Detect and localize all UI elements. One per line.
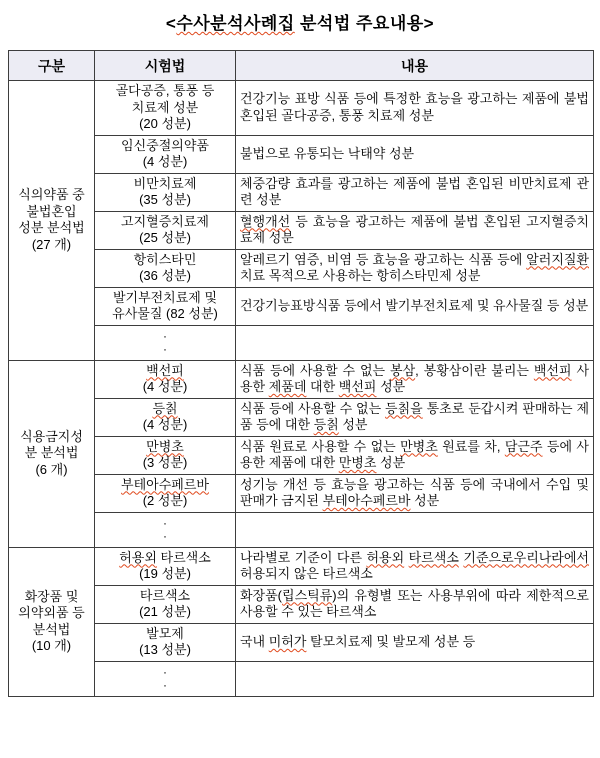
- method-line: [97, 363, 233, 380]
- method-line: [97, 626, 233, 643]
- text-segment: 건강기능 표방 식품 등에 특정한 효능을 광고하는 제품에 불법 혼입된 골다공증, 통풍 치료제 성분: [240, 91, 589, 123]
- content-cell-empty: [236, 512, 594, 547]
- header-category: 구분: [9, 51, 95, 81]
- text-segment: )의 유형별 또는 사용부위에 따라 제한적으로 사용할 수 있는 타르색소: [240, 587, 589, 619]
- table-row: [9, 211, 594, 249]
- category-line: (6 개): [35, 461, 68, 477]
- content-cell: [236, 398, 594, 436]
- ellipsis-cell: [95, 325, 236, 360]
- method-cell: [95, 585, 236, 623]
- content-cell-empty: [236, 661, 594, 696]
- table-row: [9, 512, 594, 547]
- ellipsis-dot: ·: [163, 341, 167, 356]
- text-segment: 체중감량 효과를 광고하는 제품에 불법 혼입된 비만치료제 관련 성분: [240, 175, 589, 207]
- ellipsis-dot: ·: [163, 328, 167, 343]
- text-segment: 치료제 성분: [131, 99, 199, 115]
- content-cell: [236, 360, 594, 398]
- text-segment: (36 성분): [139, 268, 191, 283]
- method-line: [97, 306, 233, 323]
- misspelled-word: 백선피: [533, 362, 572, 378]
- misspelled-word: 제품데: [268, 379, 307, 394]
- table-row: [9, 474, 594, 512]
- method-line: [97, 290, 233, 307]
- method-line: [97, 417, 233, 434]
- method-cell: [95, 135, 236, 173]
- content-cell: [236, 436, 594, 474]
- method-cell: [95, 436, 236, 474]
- text-segment: 임신중절의약품: [121, 137, 209, 153]
- content-cell: [236, 81, 594, 136]
- table-row: [9, 585, 594, 623]
- text-segment: , 봉황삼이란 불리는: [415, 362, 534, 378]
- misspelled-word: 만병초: [400, 438, 438, 454]
- text-segment: 건강기능표방식품 등에서 발기부전치료제 및 유사물질 등 성분: [240, 297, 589, 313]
- table-header-row: [9, 51, 594, 81]
- method-cell: [95, 211, 236, 249]
- category-line: 식의약품 중: [18, 187, 85, 203]
- category-line: 의약외품 등: [18, 605, 85, 620]
- misspelled-word: 허용외: [366, 549, 405, 565]
- content-cell: [236, 249, 594, 287]
- table-row: [9, 547, 594, 585]
- table-row: [9, 436, 594, 474]
- text-segment: (25 성분): [139, 230, 191, 245]
- misspelled-word: 혈행개선: [240, 213, 291, 229]
- method-line: [97, 252, 233, 269]
- text-segment: 허용되지 않은 타르색소: [240, 566, 373, 581]
- text-segment: (20 성분): [139, 116, 191, 131]
- text-segment: 식품 원료로 사용할 수 없는: [240, 438, 401, 454]
- text-segment: 식품 등에 사용할 수 없는: [240, 362, 391, 378]
- misspelled-word: 담근주: [504, 438, 543, 454]
- ellipsis-dot: ·: [163, 515, 167, 530]
- method-line: [97, 550, 233, 567]
- table-row: [9, 661, 594, 696]
- content-cell: [236, 585, 594, 623]
- text-segment: (4 성분): [142, 379, 188, 394]
- text-segment: <: [165, 14, 177, 33]
- misspelled-word: 타르색소: [408, 549, 459, 565]
- text-segment: (21 성분): [139, 604, 191, 619]
- header-test-method: 시험법: [95, 51, 236, 81]
- table-row: [9, 173, 594, 211]
- table-body: [9, 81, 594, 697]
- ellipsis-dot: ·: [163, 664, 167, 679]
- misspelled-word: 등칡: [152, 400, 178, 416]
- analysis-methods-table: [8, 50, 594, 697]
- misspelled-word: 미허가: [268, 633, 307, 649]
- text-segment: 식품 등에 사용할 수 없는: [240, 400, 386, 416]
- text-segment: 알레르기 염증, 비염 등 효능을 광고하는 식품 등에: [240, 251, 527, 267]
- content-cell: [236, 287, 594, 325]
- table-row: [9, 325, 594, 360]
- table-row: [9, 287, 594, 325]
- text-segment: 탈모치료제 및 발모제 성분 등: [306, 633, 476, 649]
- method-line: [97, 455, 233, 472]
- text-segment: (19 성분): [139, 566, 191, 581]
- text-segment: 항히스타민: [133, 251, 197, 267]
- text-segment: 통초로 둔갑시켜 판매하는 제품 등에 대한: [240, 400, 589, 432]
- text-segment: (13 성분): [139, 642, 191, 657]
- category-cell: [9, 547, 95, 696]
- method-line: [97, 138, 233, 155]
- method-cell: [95, 398, 236, 436]
- content-cell: [236, 547, 594, 585]
- method-line: [97, 268, 233, 285]
- method-cell: [95, 173, 236, 211]
- method-line: [97, 588, 233, 605]
- method-line: [97, 176, 233, 193]
- method-line: [97, 401, 233, 418]
- method-line: [97, 192, 233, 209]
- table-row: [9, 360, 594, 398]
- content-cell: [236, 211, 594, 249]
- method-cell: [95, 81, 236, 136]
- method-cell: [95, 287, 236, 325]
- header-content: 내용: [236, 51, 594, 81]
- text-segment: 성분: [376, 379, 406, 394]
- text-segment: 등에 사용한 제품에 대한: [240, 438, 589, 470]
- document-page: [0, 9, 600, 697]
- table-row: [9, 623, 594, 661]
- text-segment: (2 성분): [142, 493, 188, 508]
- text-segment: 등 효능을 광고하는 제품에 불법 혼입된 고지혈증치료제 성분: [240, 213, 589, 245]
- method-line: [97, 642, 233, 659]
- ellipsis-dot: ·: [163, 528, 167, 543]
- method-line: [97, 154, 233, 171]
- table-row: [9, 249, 594, 287]
- table-row: [9, 398, 594, 436]
- misspelled-word: 등칡: [313, 417, 339, 432]
- text-segment: 타르색소: [139, 587, 191, 603]
- category-line: 분 분석법: [24, 445, 79, 461]
- method-line: [97, 604, 233, 621]
- text-segment: 치료 목적으로 사용하는 항히스타민제 성분: [240, 268, 481, 283]
- misspelled-word: 백선피: [338, 379, 377, 394]
- category-line: 성분 분석법: [18, 220, 85, 236]
- text-segment: 성기능 개선 등 효능을 광고하는 식품 등에 국내에서 수입 및 판매가 금지된: [240, 476, 589, 508]
- text-segment: (3 성분): [142, 455, 188, 470]
- misspelled-word: 허용외: [119, 549, 157, 565]
- text-segment: (4 성분): [142, 417, 188, 432]
- misspelled-word: 기준으로우리나라에서: [463, 549, 589, 565]
- text-segment: 유사물질 (82 성분): [112, 306, 218, 321]
- page-title: [0, 9, 600, 34]
- method-line: [97, 214, 233, 231]
- text-segment: 성분: [376, 455, 406, 470]
- method-cell: [95, 360, 236, 398]
- method-cell: [95, 623, 236, 661]
- method-cell: [95, 547, 236, 585]
- text-segment: 불법으로 유통되는 낙태약 성분: [240, 145, 415, 161]
- method-line: [97, 100, 233, 117]
- misspelled-word: 수사분석사례집: [176, 14, 295, 33]
- text-segment: 비만치료제: [133, 175, 197, 191]
- misspelled-word: 봉삼: [390, 362, 416, 378]
- text-segment: 고지혈증치료제: [121, 213, 209, 229]
- category-line: 화장품 및: [24, 588, 79, 604]
- method-cell: [95, 474, 236, 512]
- category-line: 식용금지성: [20, 428, 83, 444]
- method-line: [97, 439, 233, 456]
- text-segment: 원료를 차,: [437, 438, 505, 454]
- category-line: (10 개): [31, 638, 72, 653]
- ellipsis-dot: ·: [163, 677, 167, 692]
- text-segment: 골다공증, 통풍 등: [115, 83, 215, 98]
- table-row: [9, 135, 594, 173]
- misspelled-word: 백선피: [146, 362, 184, 378]
- text-segment: 국내: [240, 633, 269, 649]
- category-line: 분석법: [32, 621, 71, 637]
- text-segment: (4 성분): [142, 154, 188, 169]
- content-cell: [236, 173, 594, 211]
- table-row: [9, 81, 594, 136]
- text-segment: 성분: [338, 417, 368, 432]
- method-cell: [95, 249, 236, 287]
- text-segment: 성분: [410, 493, 440, 508]
- misspelled-word: 만병초: [146, 438, 184, 454]
- text-segment: 발모제: [146, 625, 184, 641]
- method-line: [97, 566, 233, 583]
- content-cell-empty: [236, 325, 594, 360]
- text-segment: 사용한: [240, 362, 590, 394]
- category-line: 불법혼입: [26, 203, 77, 219]
- text-segment: 타르색소: [156, 549, 211, 565]
- misspelled-word: 부테아수페르바: [322, 493, 411, 508]
- method-line: [97, 379, 233, 396]
- category-line: (27 개): [31, 236, 72, 252]
- method-line: [97, 230, 233, 247]
- ellipsis-cell: [95, 512, 236, 547]
- misspelled-word: 립스틱류: [282, 587, 333, 603]
- method-line: [97, 116, 233, 133]
- content-cell: [236, 135, 594, 173]
- text-segment: (35 성분): [139, 192, 191, 207]
- text-segment: 대한: [306, 379, 339, 394]
- text-segment: 나라별로 기준이 다른: [240, 549, 367, 565]
- misspelled-word: 부테아수페르바: [121, 476, 209, 492]
- ellipsis-cell: [95, 661, 236, 696]
- misspelled-word: 등칡을: [385, 400, 423, 416]
- misspelled-word: 만병초: [338, 455, 377, 470]
- method-line: [97, 493, 233, 510]
- text-segment: 분석법 주요내용>: [294, 14, 435, 33]
- content-cell: [236, 474, 594, 512]
- method-line: [97, 477, 233, 494]
- text-segment: 화장품(: [240, 587, 283, 603]
- category-cell: [9, 360, 95, 547]
- category-cell: [9, 81, 95, 361]
- text-segment: 발기부전치료제 및: [112, 289, 218, 305]
- method-line: [97, 83, 233, 100]
- misspelled-word: 알러지질환: [526, 251, 589, 267]
- content-cell: [236, 623, 594, 661]
